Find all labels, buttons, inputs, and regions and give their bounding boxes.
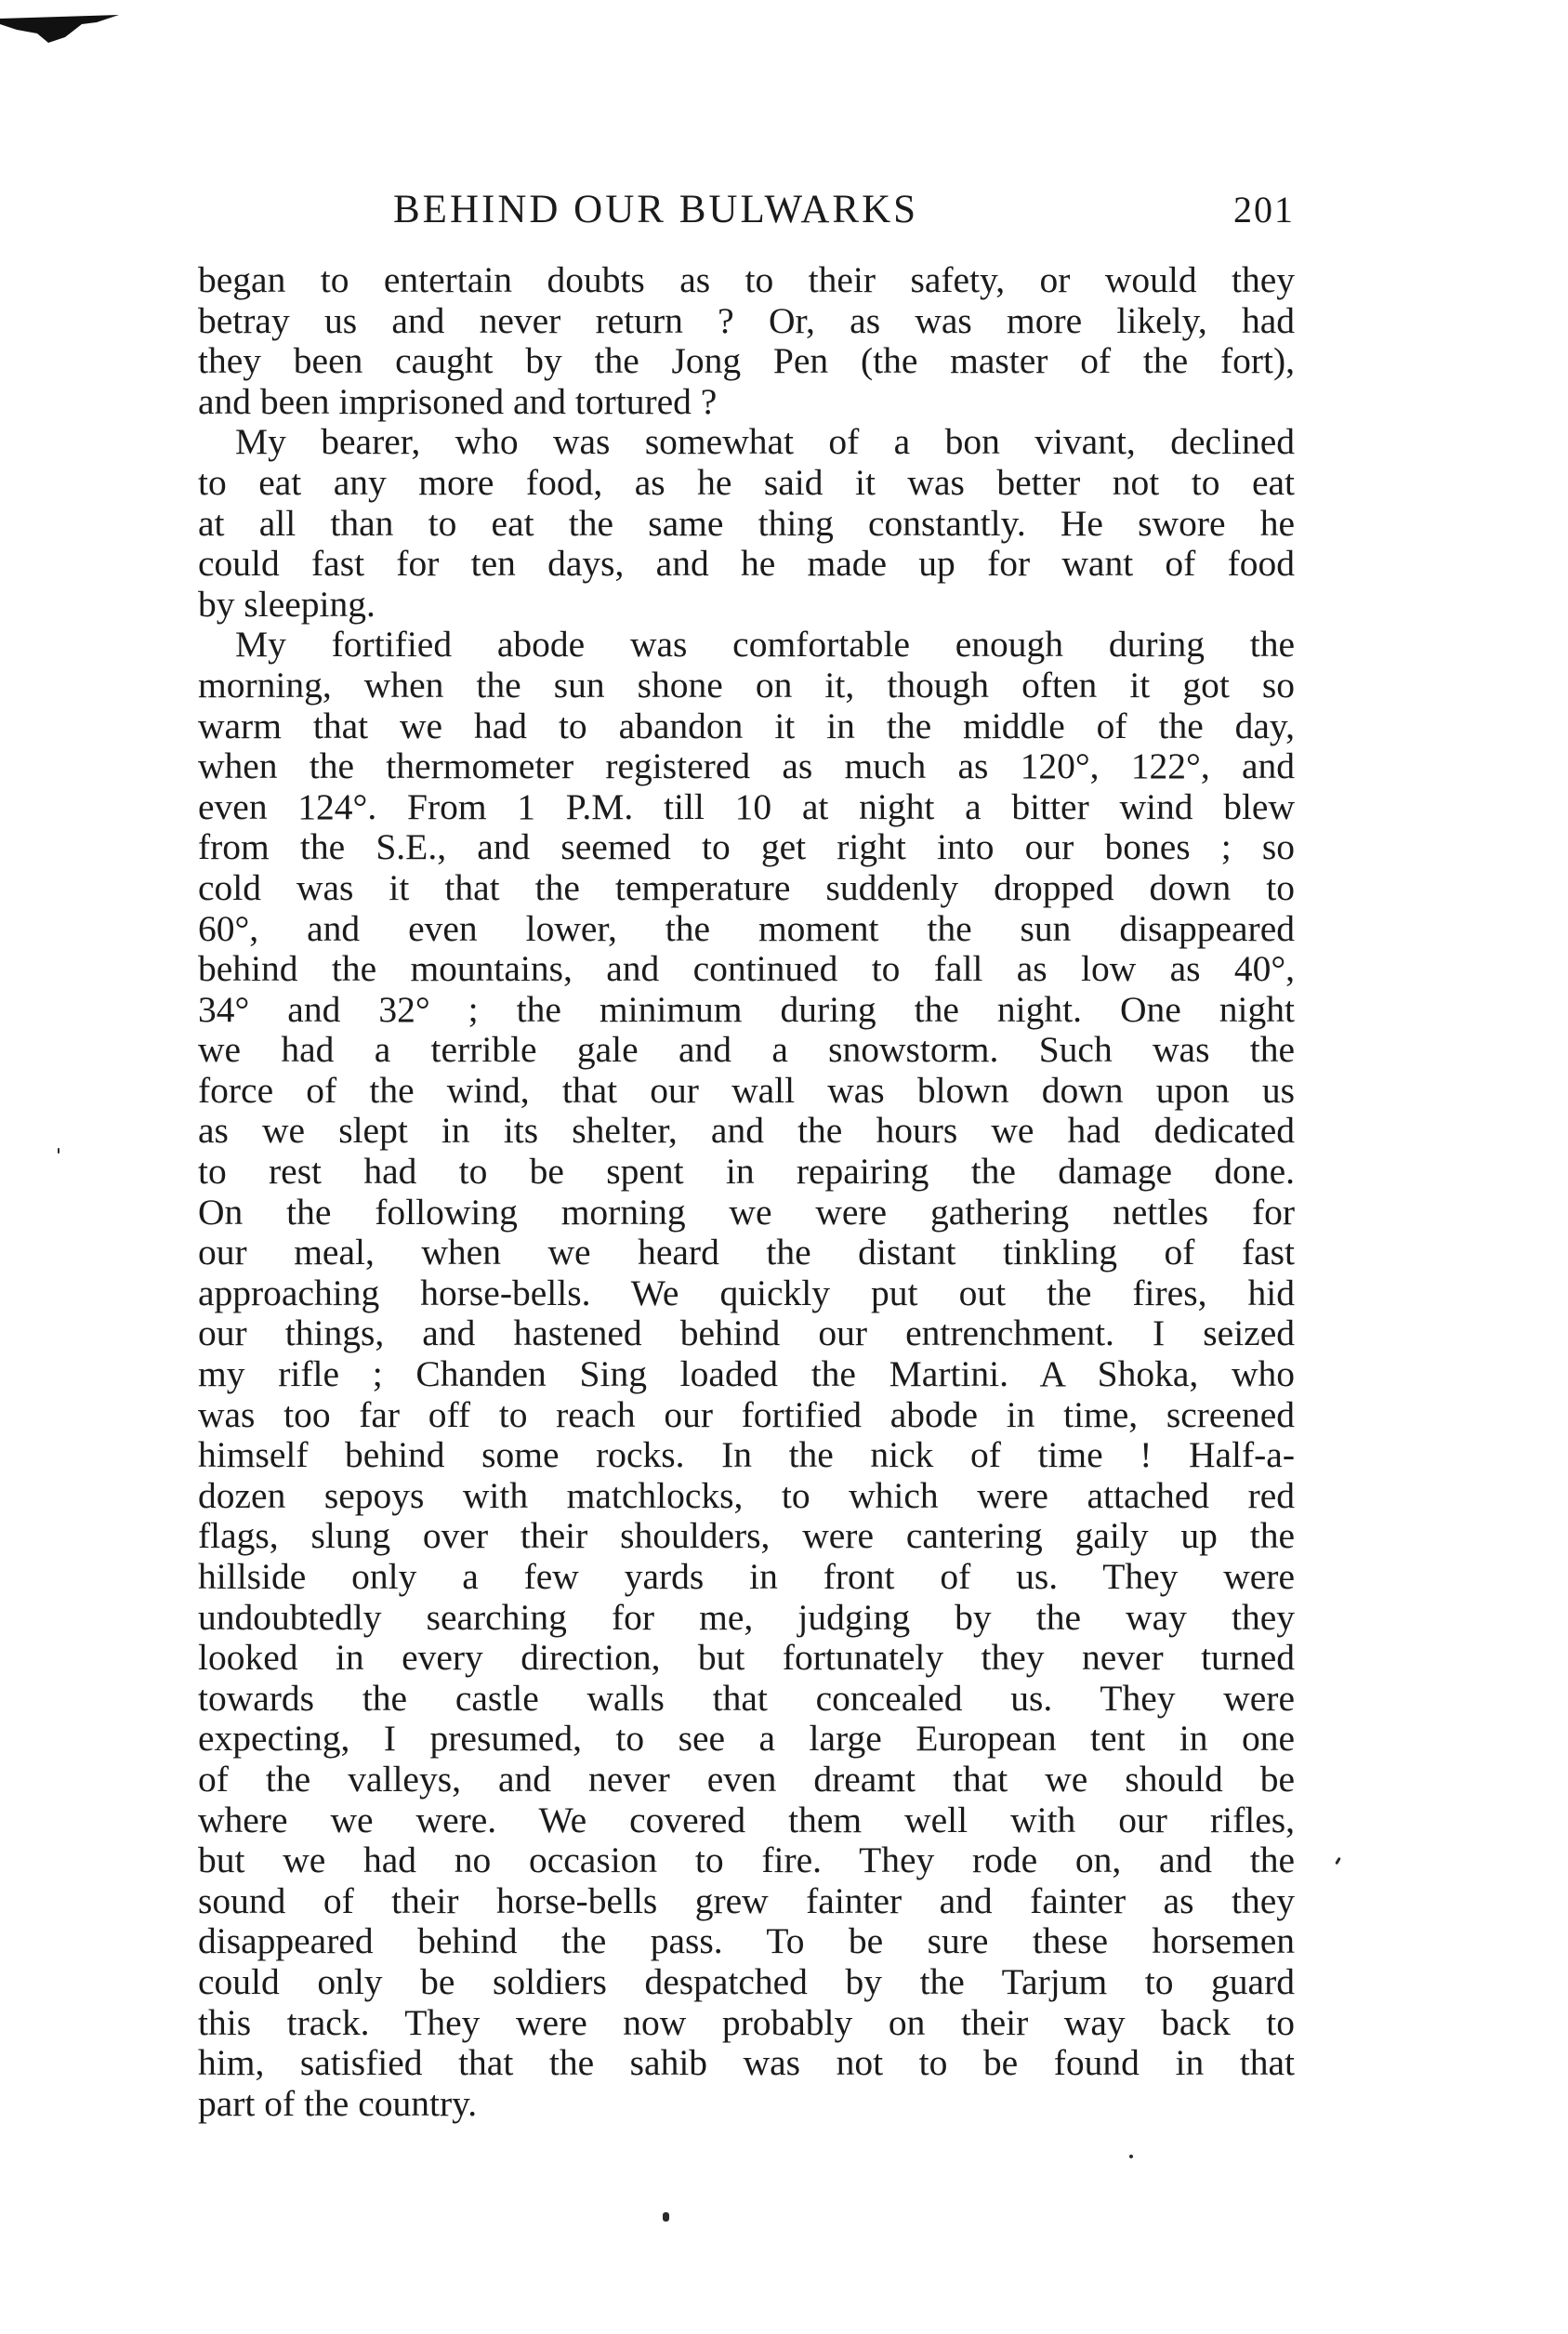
text-line: of the valleys, and never even dreamt that we should be bbox=[198, 1759, 1295, 1800]
text-line: and been imprisoned and tortured ? bbox=[198, 381, 718, 422]
text-line: towards the castle walls that concealed us. They were bbox=[198, 1678, 1295, 1719]
text-line: was too far off to reach our fortified abode in time, screened bbox=[198, 1394, 1295, 1435]
page-number: 201 bbox=[1233, 189, 1295, 231]
text-line: cold was it that the temperature suddenly dropped down to bbox=[198, 867, 1295, 908]
text-line: from the S.E., and seemed to get right into our bones ; so bbox=[198, 827, 1295, 868]
text-line: behind the mountains, and continued to fall as low as 40°, bbox=[198, 949, 1295, 990]
text-line: my rifle ; Chanden Sing loaded the Martini. A Shoka, who bbox=[198, 1354, 1295, 1395]
ink-speck bbox=[1129, 2155, 1133, 2158]
text-line: to rest had to be spent in repairing the damage done. bbox=[198, 1152, 1295, 1193]
text-line: this track. They were now probably on their way back to bbox=[198, 2002, 1295, 2043]
text-line: 60°, and even lower, the moment the sun disappeared bbox=[198, 908, 1295, 949]
page-header bbox=[198, 182, 1295, 238]
text-line: by sleeping. bbox=[198, 584, 376, 625]
text-line: approaching horse-bells. We quickly put out the fires, hid bbox=[198, 1272, 1295, 1313]
text-line: 34° and 32° ; the minimum during the night. One night bbox=[198, 989, 1295, 1030]
text-line: hillside only a few yards in front of us. They were bbox=[198, 1557, 1295, 1597]
ink-speck bbox=[58, 1148, 59, 1154]
text-line: looked in every direction, but fortunately they never turned bbox=[198, 1638, 1295, 1679]
text-line: expecting, I presumed, to see a large European tent in one bbox=[198, 1719, 1295, 1760]
running-head: BEHIND OUR BULWARKS bbox=[393, 188, 919, 231]
text-line: we had a terrible gale and a snowstorm. Such was the bbox=[198, 1030, 1295, 1071]
text-line: My fortified abode was comfortable enough during the bbox=[235, 625, 1295, 666]
printers-mark-graphic bbox=[0, 13, 121, 48]
text-line: flags, slung over their shoulders, were cantering gaily up the bbox=[198, 1516, 1295, 1557]
text-line: betray us and never return ? Or, as was more likely, had bbox=[198, 300, 1295, 341]
text-line: when the thermometer registered as much as 120°, 122°, and bbox=[198, 746, 1295, 787]
text-line: but we had no occasion to fire. They rode on, and the bbox=[198, 1840, 1295, 1881]
text-line: him, satisfied that the sahib was not to be found in that bbox=[198, 2043, 1295, 2084]
text-line: at all than to eat the same thing constantly. He swore he bbox=[198, 503, 1295, 544]
text-line: My bearer, who was somewhat of a bon vivant, declined bbox=[235, 422, 1295, 463]
text-line: On the following morning we were gathering nettles for bbox=[198, 1192, 1295, 1233]
text-line: began to entertain doubts as to their safety, or would they bbox=[198, 260, 1295, 300]
text-line: warm that we had to abandon it in the middle of the day, bbox=[198, 705, 1295, 746]
text-line: to eat any more food, as he said it was better not to eat bbox=[198, 462, 1295, 503]
text-line: could fast for ten days, and he made up for want of food bbox=[198, 544, 1295, 585]
text-line: where we were. We covered them well with our rifles, bbox=[198, 1800, 1295, 1840]
text-line: dozen sepoys with matchlocks, to which were attached red bbox=[198, 1475, 1295, 1516]
text-line: himself behind some rocks. In the nick of time ! Half-a- bbox=[198, 1435, 1295, 1476]
text-line: could only be soldiers despatched by the Tarjum to guard bbox=[198, 1961, 1295, 2002]
text-line: force of the wind, that our wall was blown down upon us bbox=[198, 1070, 1295, 1111]
ink-speck bbox=[663, 2212, 669, 2222]
text-line: disappeared behind the pass. To be sure these horsemen bbox=[198, 1921, 1295, 1962]
text-line: our meal, when we heard the distant tinkling of fast bbox=[198, 1233, 1295, 1273]
body-text bbox=[198, 260, 1295, 2124]
text-line: sound of their horse-bells grew fainter and fainter as they bbox=[198, 1880, 1295, 1921]
text-line: even 124°. From 1 P.M. till 10 at night a bitter wind blew bbox=[198, 786, 1295, 827]
text-line: undoubtedly searching for me, judging by the way they bbox=[198, 1597, 1295, 1638]
text-line: part of the country. bbox=[198, 2083, 478, 2124]
ink-speck bbox=[1335, 1857, 1341, 1865]
text-line: as we slept in its shelter, and the hours we had dedicated bbox=[198, 1111, 1295, 1152]
text-line: they been caught by the Jong Pen (the master of the fort), bbox=[198, 341, 1295, 382]
text-line: our things, and hastened behind our entrenchment. I seized bbox=[198, 1313, 1295, 1354]
text-line: morning, when the sun shone on it, though often it got so bbox=[198, 665, 1295, 705]
